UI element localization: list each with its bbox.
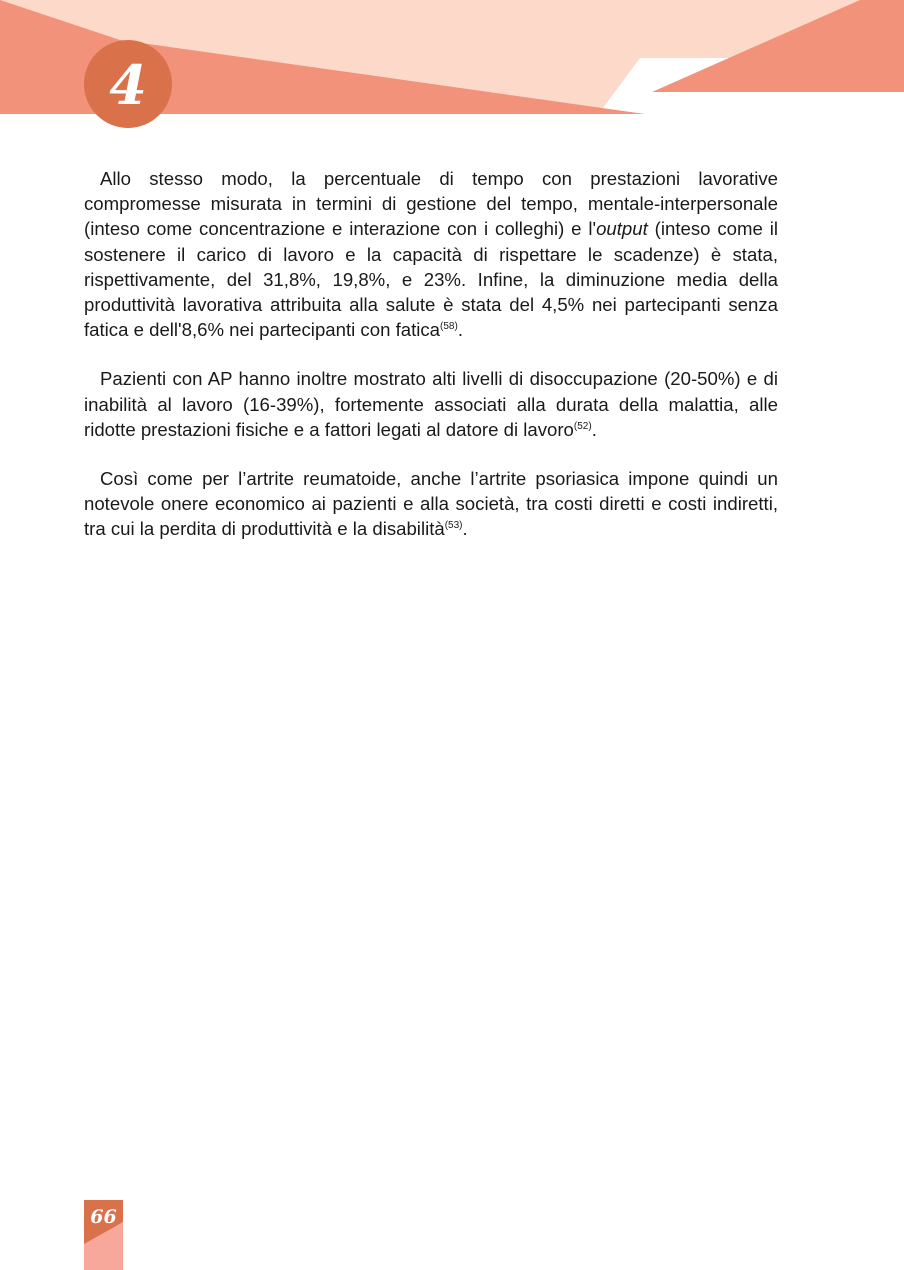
paragraph-text: Allo stesso modo, la percentuale di tempo con prestazioni lavorative compromesse misurata in termini di gestione del tempo, mentale-interpersonale (inteso come concentrazione e interazione con i colleghi) e l' bbox=[84, 168, 778, 240]
paragraph-unemployment bbox=[84, 366, 778, 442]
paragraph-end: . bbox=[591, 418, 597, 440]
paragraph-end: . bbox=[462, 518, 468, 540]
chapter-badge bbox=[84, 40, 172, 128]
citation-ref: (53) bbox=[444, 520, 463, 532]
citation-ref: (52) bbox=[573, 420, 592, 432]
page-number: 66 bbox=[90, 1206, 117, 1228]
chapter-number: 4 bbox=[109, 53, 147, 117]
paragraph-economic-burden bbox=[84, 466, 778, 542]
paragraph-text: Pazienti con AP hanno inoltre mostrato alti livelli di disoccupazione (20-50%) e di inabilità al lavoro (16-39%), fortemente associati alla durata della malattia, alle ridotte prestazioni fisiche e a fattori legati al datore di lavoro bbox=[84, 368, 778, 440]
body-text bbox=[84, 166, 778, 566]
paragraph-end: . bbox=[457, 319, 463, 341]
paragraph-text: Così come per l’artrite reumatoide, anche l’artrite psoriasica impone quindi un notevole onere economico ai pazienti e alla società, tra costi diretti e costi indiretti, tra cui la perdita di produttività e la disabilità bbox=[84, 468, 778, 540]
paragraph-productivity bbox=[84, 166, 778, 342]
paragraph-text-cont: (inteso come il sostenere il carico di lavoro e la capacità di rispettare le scadenze) è stata, rispettivamente, del 31,8%, 19,8%, e 23%. Infine, la diminuzione media della produttività lavorativa attribuita alla salute è stata del 4,5% nei partecipanti senza fatica e dell'8,6% nei partecipanti con fatica bbox=[84, 218, 778, 341]
citation-ref: (58) bbox=[440, 321, 458, 333]
italic-term: output bbox=[596, 218, 648, 240]
